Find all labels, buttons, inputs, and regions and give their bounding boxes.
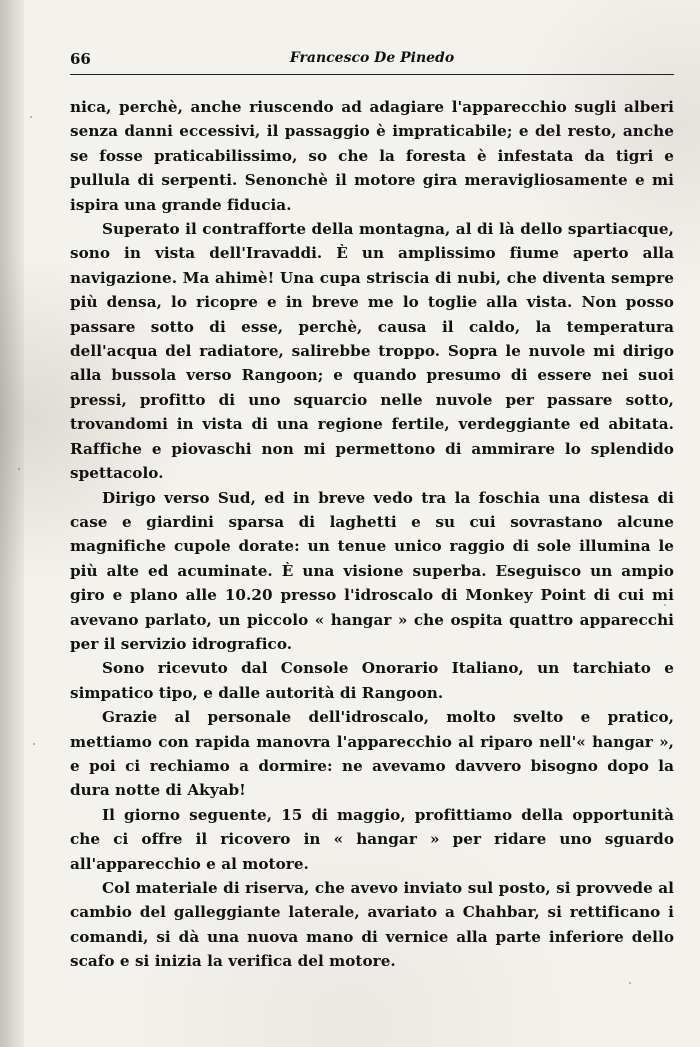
paragraph-3: Dirigo verso Sud, ed in breve vedo tra la foschia una distesa di case e giardini sparsa di laghetti e su cui sovrastano alcune magnifiche cupole dorate: un tenue unico raggio di sole illumina le più alte ed acuminate. È una visione superba. Eseguisco un ampio giro e plano alle 10.20 presso l'idroscalo di Monkey Point di cui mi avevano parlato, un piccolo « hangar » che ospita quattro apparecchi per il servizio idrografico. bbox=[70, 488, 674, 653]
paragraph-1: nica, perchè, anche riuscendo ad adagiare l'apparecchio sugli alberi senza danni eccessivi, il passaggio è impraticabile; e del resto, anche se fosse praticabilissimo, so che la foresta è infestata da tigri e pullula di serpenti. Senonchè il motore gira meravigliosamente e mi ispira una grande fiducia. bbox=[70, 98, 674, 214]
paragraph-5: Grazie al personale dell'idroscalo, molto svelto e pratico, mettiamo con rapida manovra l'apparecchio al riparo nell'« hangar », e poi ci rechiamo a dormire: ne avevamo davvero bisogno dopo la dura notte di Akyab! bbox=[70, 708, 674, 800]
scan-speck bbox=[18, 468, 20, 470]
running-title: Francesco De Pinedo bbox=[289, 50, 455, 66]
paragraph-7: Col materiale di riserva, che avevo inviato sul posto, si provvede al cambio del galleggiante laterale, avariato a Chahbar, si rettificano i comandi, si dà una nuova mano di vernice alla parte inferiore dello scafo e si inizia la verifica del motore. bbox=[70, 879, 674, 971]
scan-speck bbox=[33, 743, 35, 745]
paragraph-2: Superato il contrafforte della montagna, al di là dello spartiacque, sono in vista dell'Iravaddi. È un amplissimo fiume aperto alla navigazione. Ma ahimè! Una cupa striscia di nubi, che diventa sempre più densa, lo ricopre e in breve me lo toglie alla vista. Non posso passare sotto di esse, perchè, causa il caldo, la temperatura dell'acqua del radiatore, salirebbe troppo. Sopra le nuvole mi dirigo alla bussola verso Rangoon; e quando presumo di essere nei suoi pressi, profitto di uno squarcio nelle nuvole per passare sotto, trovandomi in vista di una regione fertile, verdeggiante ed abitata. Raffiche e piovaschi non mi permettono di ammirare lo splendido spettacolo. bbox=[70, 220, 674, 483]
paragraph-4: Sono ricevuto dal Console Onorario Italiano, un tarchiato e simpatico tipo, e dalle autorità di Rangoon. bbox=[70, 659, 674, 702]
scan-speck bbox=[30, 116, 32, 118]
page-number: 66 bbox=[70, 50, 91, 68]
paragraph-6: Il giorno seguente, 15 di maggio, profittiamo della opportunità che ci offre il ricovero in « hangar » per ridare uno sguardo all'apparecchio e al motore. bbox=[70, 805, 674, 873]
page-body-text bbox=[70, 95, 674, 974]
page-edge-shadow bbox=[0, 0, 24, 1047]
page-header bbox=[70, 50, 674, 75]
scan-speck bbox=[664, 604, 666, 606]
scan-speck bbox=[629, 982, 631, 984]
